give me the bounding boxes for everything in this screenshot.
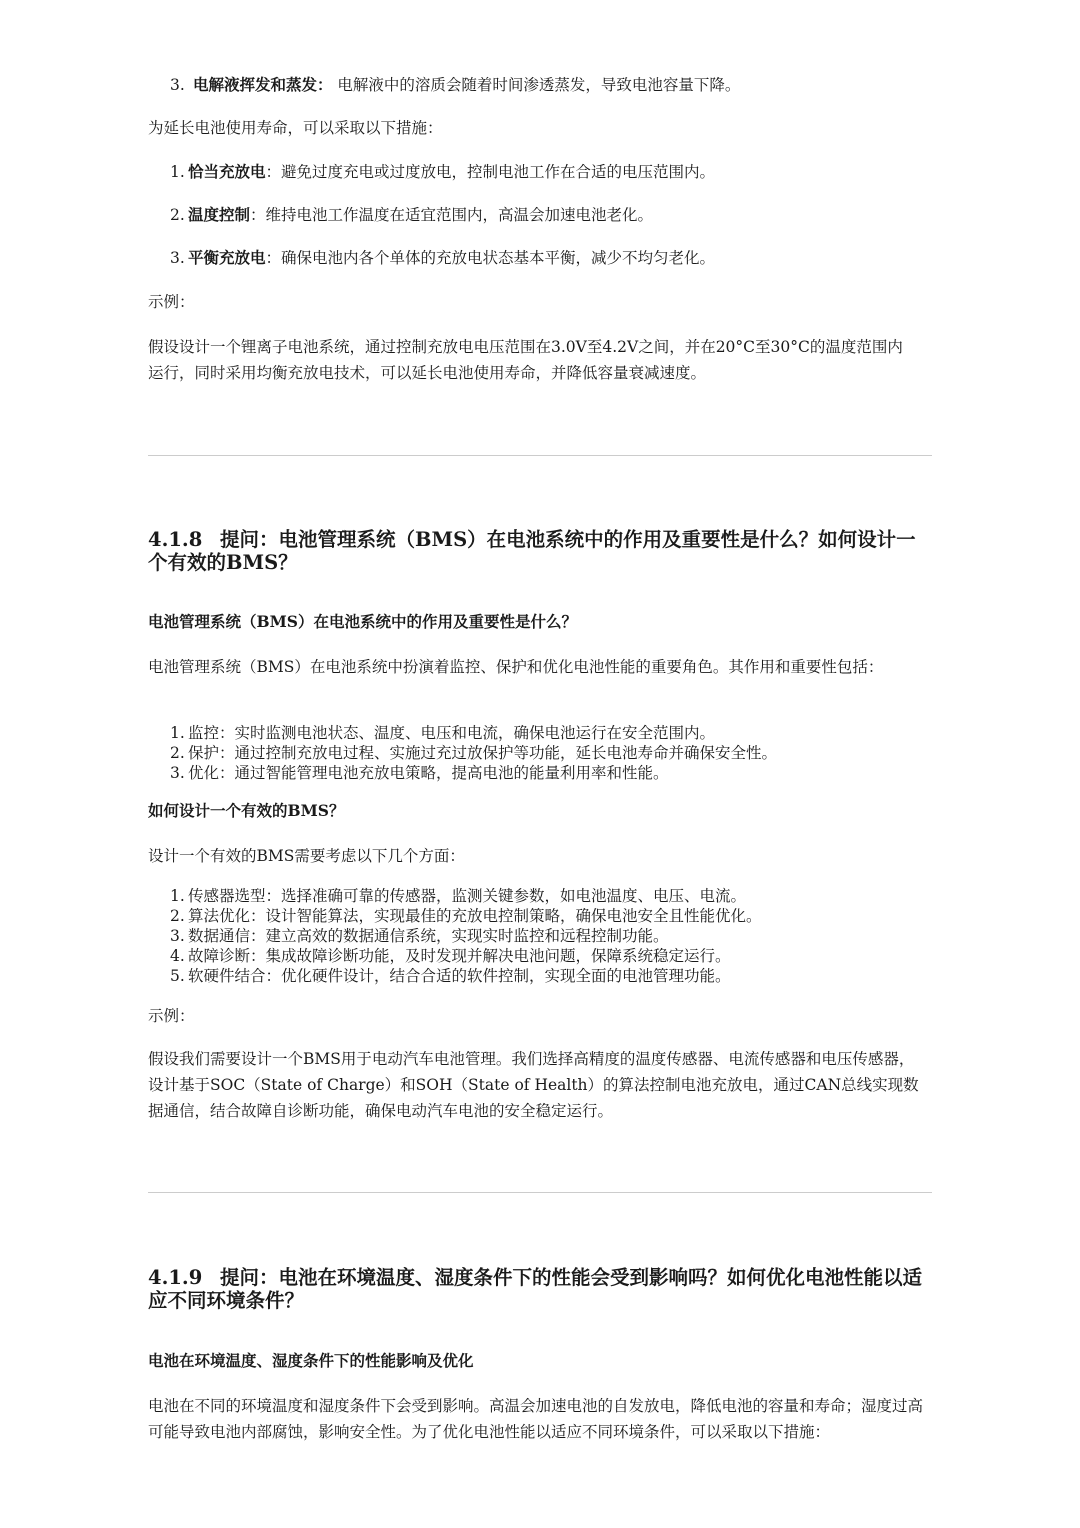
example-text: 假设我们需要设计一个BMS用于电动汽车电池管理。我们选择高精度的温度传感器、电流传感器和电压传感器，设计基于SOC（State of Charge）和SOH（State of Health）的算法控制电池充放电，通过CAN总线实现数据通信，结合故障自诊断功能，确保电动汽车电池的安全稳定运行。: [148, 1050, 919, 1120]
subheading-design: 如何设计一个有效的BMS？: [148, 801, 345, 820]
list-item: 5. 软硬件结合：优化硬件设计，结合合适的软件控制，实现全面的电池管理功能。: [170, 967, 731, 985]
example-text: 假设设计一个锂离子电池系统，通过控制充放电电压范围在3.0V至4.2V之间，并在20°C至30°C的温度范围内运行，同时采用均衡充放电技术，可以延长电池使用寿命，并降低容量衰减速度。: [148, 338, 903, 382]
list-item-term: 电解液挥发和蒸发：: [192, 75, 333, 94]
list-item: 4. 故障诊断：集成故障诊断功能，及时发现并解决电池问题，保障系统稳定运行。: [170, 947, 731, 965]
list-item: 1. 恰当充放电：避免过度充电或过度放电，控制电池工作在合适的电压范围内。: [170, 162, 716, 181]
list-item: 3. 优化：通过智能管理电池充放电策略，提高电池的能量利用率和性能。: [170, 764, 669, 782]
paragraph: 电池在不同的环境温度和湿度条件下会受到影响。高温会加速电池的自发放电，降低电池的容量和寿命；湿度过高可能导致电池内部腐蚀，影响安全性。为了优化电池性能以适应不同环境条件，可以采取以下措施：: [148, 1397, 924, 1441]
list-item: 2. 算法优化：设计智能算法，实现最佳的充放电控制策略，确保电池安全且性能优化。: [170, 907, 762, 925]
roles-list: [170, 723, 777, 783]
list-item: 3. 平衡充放电：确保电池内各个单体的充放电状态基本平衡，减少不均匀老化。: [170, 248, 716, 267]
list-item: 3. 电解液挥发和蒸发： 电解液中的溶质会随着时间渗透蒸发，导致电池容量下降。: [170, 75, 741, 94]
list-item: 2. 保护：通过控制充放电过程、实施过充过放保护等功能，延长电池寿命并确保安全性。: [170, 744, 778, 762]
subheading-environment: 电池在环境温度、湿度条件下的性能影响及优化: [148, 1351, 474, 1370]
example-label: 示例：: [148, 293, 195, 311]
measures-intro: 为延长电池使用寿命，可以采取以下措施：: [148, 119, 443, 137]
section-divider: [148, 455, 932, 456]
list-item: 2. 温度控制：维持电池工作温度在适宜范围内，高温会加速电池老化。: [170, 205, 654, 224]
section-divider: [148, 1192, 932, 1193]
example-label: 示例：: [148, 1007, 195, 1025]
list-item: 1. 监控：实时监测电池状态、温度、电压和电流，确保电池运行在安全范围内。: [170, 724, 716, 742]
list-item: 1. 传感器选型：选择准确可靠的传感器，监测关键参数，如电池温度、电压、电流。: [170, 887, 747, 905]
subheading-role: 电池管理系统（BMS）在电池系统中的作用及重要性是什么？: [148, 612, 577, 631]
section-heading-4-1-8: 4.1.8 提问：电池管理系统（BMS）在电池系统中的作用及重要性是什么？如何设计一个有效的BMS？: [148, 528, 916, 574]
paragraph: 电池管理系统（BMS）在电池系统中扮演着监控、保护和优化电池性能的重要角色。其作用和重要性包括：: [148, 658, 884, 676]
list-item: 3. 数据通信：建立高效的数据通信系统，实现实时监控和远程控制功能。: [170, 927, 669, 945]
paragraph: 设计一个有效的BMS需要考虑以下几个方面：: [148, 847, 465, 865]
section-heading-4-1-9: 4.1.9 提问：电池在环境温度、湿度条件下的性能会受到影响吗？如何优化电池性能以适应不同环境条件？: [148, 1266, 923, 1312]
aspects-list: [170, 886, 762, 986]
